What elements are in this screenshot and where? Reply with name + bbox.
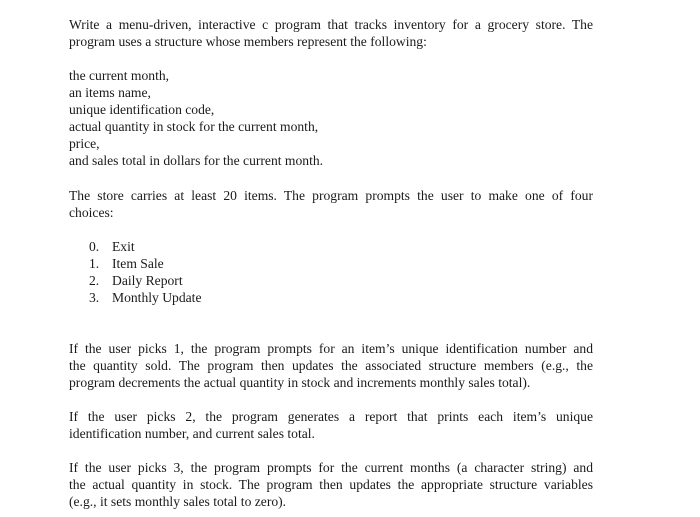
member-price: price, (69, 136, 100, 151)
pick-2-paragraph (69, 408, 593, 442)
menu-item-number: 1. (89, 256, 100, 271)
menu-item-item-sale (89, 255, 593, 272)
menu-item-label: Monthly Update (112, 290, 202, 305)
menu-item-monthly-update (89, 289, 593, 306)
choices-line-2: choices: (69, 205, 114, 220)
member-item-name: an items name, (69, 85, 151, 100)
choices-paragraph (69, 187, 593, 221)
member-current-month: the current month, (69, 68, 170, 83)
choices-line-1: The store carries at least 20 items. The program prompts the user to make one of four (69, 188, 593, 203)
assignment-document (69, 16, 593, 510)
member-sales-total: and sales total in dollars for the current month. (69, 153, 324, 168)
member-id-code: unique identification code, (69, 102, 215, 117)
menu-item-label: Daily Report (112, 273, 183, 288)
pick-1-line-1: If the user picks 1, the program prompts for an item’s unique identification number and (69, 341, 593, 356)
menu-item-number: 3. (89, 290, 100, 305)
menu-item-daily-report (89, 272, 593, 289)
pick-3-line-2: the actual quantity in stock. The program then updates the appropriate structure variables (69, 477, 593, 492)
pick-2-line-1: If the user picks 2, the program generates a report that prints each item’s unique (69, 409, 593, 424)
intro-line-2: program uses a structure whose members represent the following: (69, 34, 427, 49)
structure-members-list (69, 67, 593, 169)
pick-3-line-3: (e.g., it sets monthly sales total to zero). (69, 494, 287, 509)
menu-item-exit (89, 238, 593, 255)
menu-item-number: 0. (89, 239, 100, 254)
menu-item-label: Item Sale (112, 256, 164, 271)
member-quantity: actual quantity in stock for the current month, (69, 119, 319, 134)
intro-line-1: Write a menu-driven, interactive c program that tracks inventory for a grocery store. The (69, 17, 593, 32)
pick-1-line-2: the quantity sold. The program then updates the associated structure members (e.g., the (69, 358, 593, 373)
menu-item-label: Exit (112, 239, 135, 254)
menu-choices-list (69, 238, 593, 306)
pick-3-line-1: If the user picks 3, the program prompts for the current months (a character string) and (69, 460, 593, 475)
pick-3-paragraph (69, 459, 593, 510)
pick-1-line-3: program decrements the actual quantity in stock and increments monthly sales total). (69, 375, 531, 390)
intro-paragraph (69, 16, 593, 50)
pick-2-line-2: identification number, and current sales total. (69, 426, 315, 441)
pick-1-paragraph (69, 340, 593, 391)
menu-item-number: 2. (89, 273, 100, 288)
